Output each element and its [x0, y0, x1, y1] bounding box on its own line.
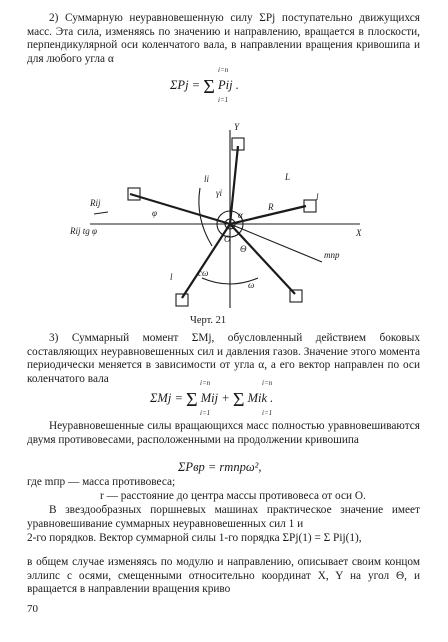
- paragraph-2: 3) Суммарный момент ΣMj, обусловленный действием боковых составляющих неуравновешенных сил и давления газов. Значение этого момента периодически меняется в зависимости от угла α, а его вектор направлен по оси коленчатого вала: [27, 332, 420, 385]
- mechanism-figure: [70, 118, 370, 313]
- label-L: L: [285, 172, 291, 182]
- label-l-bottom: l: [170, 272, 173, 282]
- label-theta: Θ: [240, 244, 247, 254]
- label-omega: ω: [248, 280, 255, 290]
- paragraph-6: 2-го порядков. Вектор суммарной силы 1-го порядка ΣPj(1) = Σ Pij(1),: [27, 532, 362, 544]
- label-alpha: α: [238, 210, 243, 220]
- formula-sum-forces: ΣPj = Σ i=n i=1 Pij .: [170, 66, 239, 104]
- paragraph-4a: где mпр — масса противовеса;: [27, 476, 176, 488]
- label-rijtg: Rij tg φ: [70, 226, 97, 236]
- label-x: X: [356, 228, 362, 238]
- figure-caption: Черт. 21: [190, 315, 227, 326]
- formula-sum-moments: ΣMj = Σ i=n i=1 Mij + Σ i=n i=1 Mik .: [150, 379, 274, 417]
- label-phi: φ: [152, 208, 157, 218]
- paragraph-7: в общем случае изменяясь по модулю и направлению, описывает своим концом эллипс с осями, смещенными относительно координат X, Y на угол Θ, и вращается в направлении вращения криво: [27, 556, 420, 596]
- rod-left: [130, 194, 230, 224]
- label-rij: Rij: [90, 198, 101, 208]
- label-R: R: [268, 202, 274, 212]
- label-li: li: [204, 174, 210, 184]
- paragraph-1: 2) Суммарную неуравновешенную силу ΣPj поступательно движущихся масс. Эта сила, изменяясь по значению и направлению, вращается в плоскости, перпендикулярной оси коленчатого вала, в направлении вращения кривошипа и для любого угла α: [27, 12, 420, 65]
- paragraph-3: Неуравновешенные силы вращающихся масс полностью уравновешиваются двумя противовесами, расположенными на продолжении кривошипа: [27, 420, 420, 446]
- counterweight-line: [230, 224, 322, 262]
- formula-counterweight: ΣPвр = rmпрω²,: [178, 460, 262, 474]
- label-l-right: l: [316, 192, 319, 202]
- label-gi: γi: [216, 188, 223, 198]
- page-number: 70: [27, 603, 38, 615]
- label-mpr: mпр: [324, 250, 340, 260]
- paragraph-4b: r — расстояние до центра массы противовеса от оси O.: [100, 490, 366, 502]
- label-y: Y: [234, 122, 240, 132]
- label-o: O: [224, 234, 231, 244]
- label-cm: cω: [198, 268, 209, 278]
- paragraph-5: В звездообразных поршневых машинах практическое значение имеет уравновешивание суммарных неуравновешенных сил 1 и: [27, 504, 420, 530]
